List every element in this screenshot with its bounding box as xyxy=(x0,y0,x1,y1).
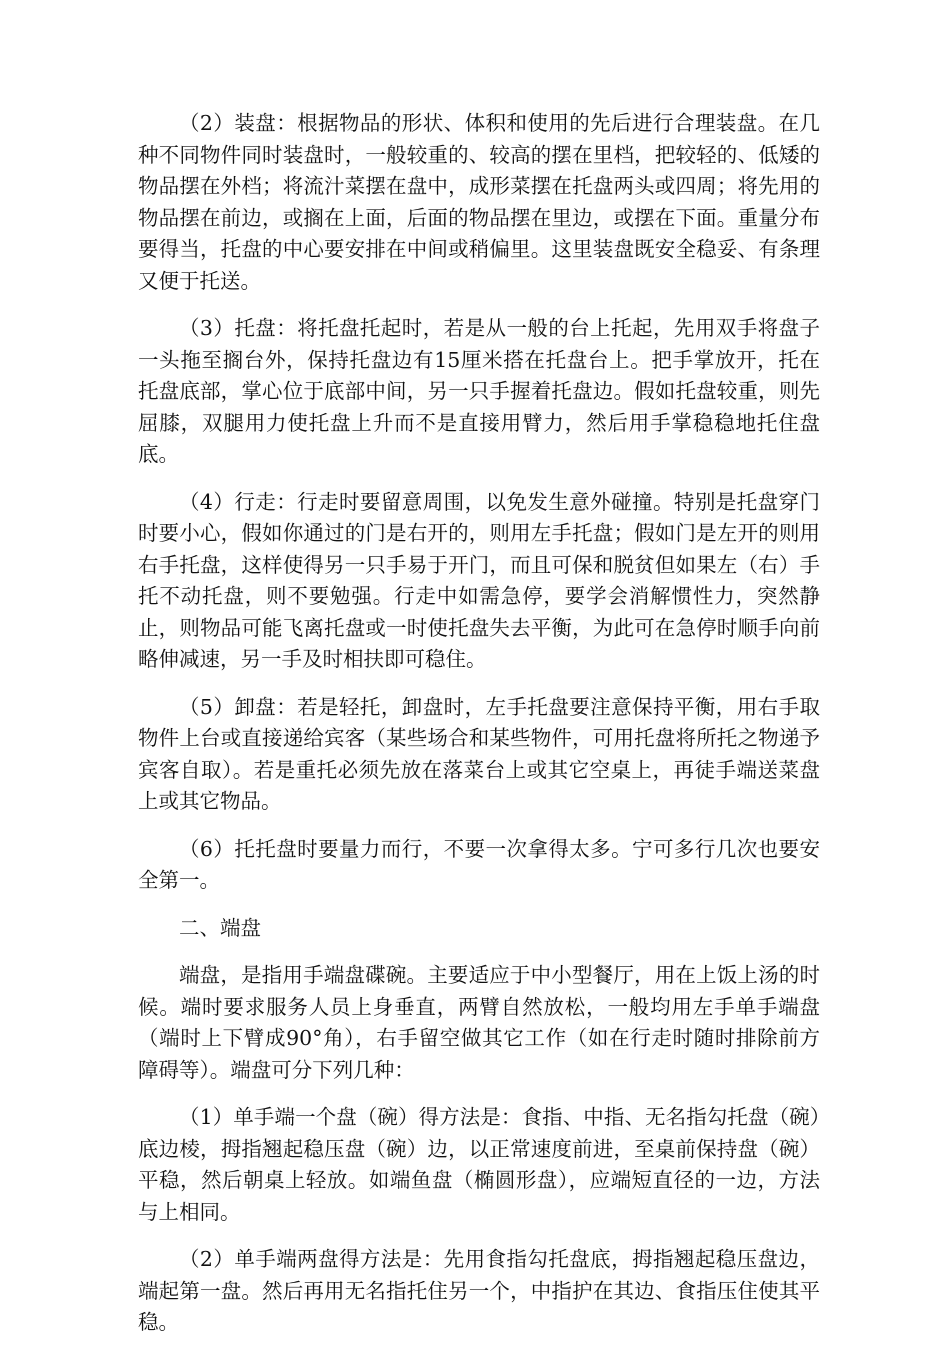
paragraph-unloading-tray: （5）卸盘：若是轻托，卸盘时，左手托盘要注意保持平衡，用右手取物件上台或直接递给宾客（某些场合和某些物件，可用托盘将所托之物递予宾客自取）。若是重托必须先放在落菜台上或其它空桌上，再徒手端送菜盘上或其它物品。 xyxy=(138,694,820,813)
paragraph-one-hand-one-plate: （1）单手端一个盘（碗）得方法是：食指、中指、无名指勾托盘（碗）底边棱，拇指翘起稳压盘（碗）边，以正常速度前进，至桌前保持盘（碗）平稳，然后朝桌上轻放。如端鱼盘（椭圆形盘），应端短直径的一边，方法与上相同。 xyxy=(138,1105,820,1224)
section-heading-carrying-plates: 二、端盘 xyxy=(179,915,261,940)
paragraph-carry-capacity: （6）托托盘时要量力而行，不要一次拿得太多。宁可多行几次也要安全第一。 xyxy=(138,836,820,892)
paragraph-carrying-plates-intro: 端盘，是指用手端盘碟碗。主要适应于中小型餐厅，用在上饭上汤的时候。端时要求服务人员上身垂直，两臂自然放松，一般均用左手单手端盘（端时上下臂成90°角），右手留空做其它工作（如在行走时随时排除前方障碍等）。端盘可分下列几种： xyxy=(138,963,820,1082)
document-body xyxy=(138,108,820,1355)
paragraph-lifting-tray: （3）托盘：将托盘托起时，若是从一般的台上托起，先用双手将盘子一头拖至搁台外，保持托盘边有15厘米搭在托盘台上。把手掌放开，托在托盘底部，掌心位于底部中间，另一只手握着托盘边。假如托盘较重，则先屈膝，双腿用力使托盘上升而不是直接用臂力，然后用手掌稳稳地托住盘底。 xyxy=(138,316,820,466)
paragraph-walking: （4）行走：行走时要留意周围，以免发生意外碰撞。特别是托盘穿门时要小心，假如你通过的门是右开的，则用左手托盘；假如门是左开的则用右手托盘，这样使得另一只手易于开门，而且可保和脱贫但如果左（右）手托不动托盘，则不要勉强。行走中如需急停，要学会消解惯性力，突然静止，则物品可能飞离托盘或一时使托盘失去平衡，为此可在急停时顺手向前略伸减速，另一手及时相扶即可稳住。 xyxy=(138,489,820,671)
paragraph-loading-tray: （2）装盘：根据物品的形状、体积和使用的先后进行合理装盘。在几种不同物件同时装盘时，一般较重的、较高的摆在里档，把较轻的、低矮的物品摆在外档；将流汁菜摆在盘中，成形菜摆在托盘两头或四周；将先用的物品摆在前边，或搁在上面，后面的物品摆在里边，或摆在下面。重量分布要得当，托盘的中心要安排在中间或稍偏里。这里装盘既安全稳妥、有条理又便于托送。 xyxy=(138,111,820,293)
paragraph-one-hand-two-plates: （2）单手端两盘得方法是：先用食指勾托盘底，拇指翘起稳压盘边，端起第一盘。然后再用无名指托住另一个，中指护在其边、食指压住使其平稳。 xyxy=(138,1247,820,1334)
